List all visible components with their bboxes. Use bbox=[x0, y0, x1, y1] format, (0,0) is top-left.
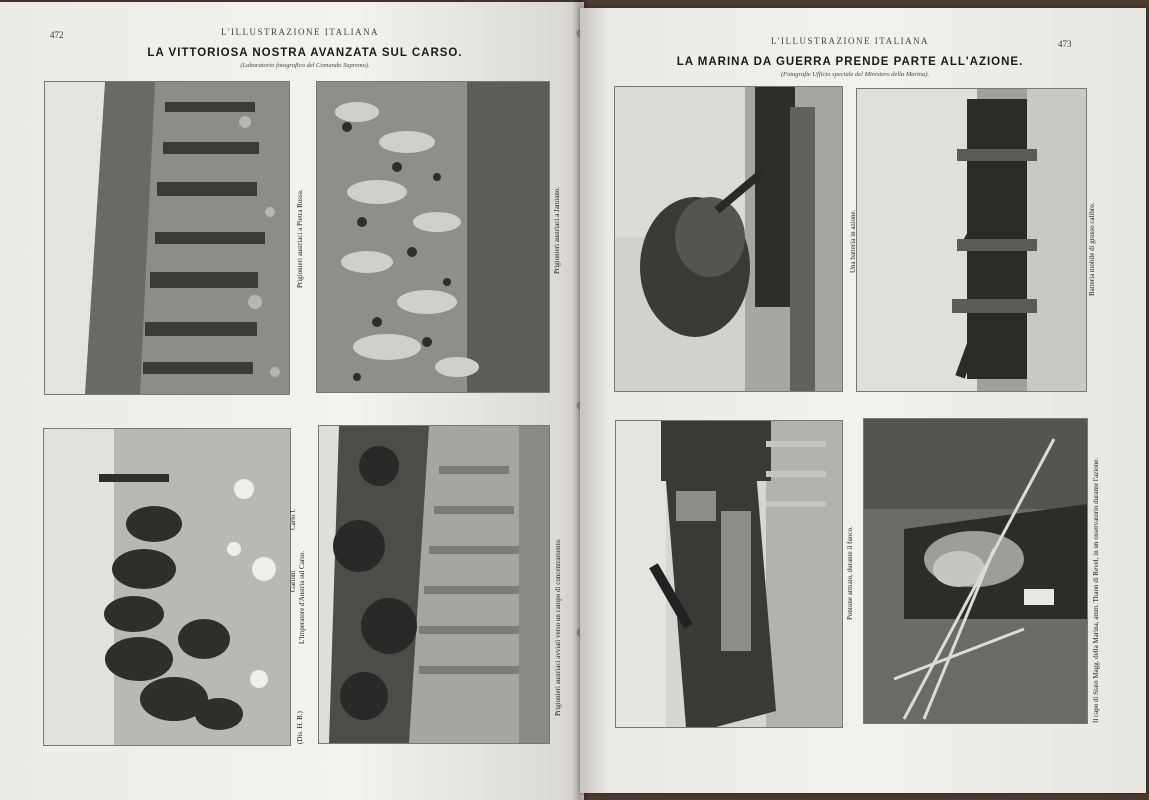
caption-photo3-left-main: L'Imperatore d'Austria sul Carso. bbox=[298, 550, 306, 644]
caption-photo3-left-credit: (Dis. H. B.) bbox=[296, 711, 304, 744]
photo-chief-of-staff-observatory bbox=[863, 418, 1088, 724]
right-running-head: L'ILLUSTRAZIONE ITALIANA bbox=[770, 36, 930, 46]
caption-photo4-left: Prigionieri austriaci avviati verso un campo di concentramento. bbox=[554, 538, 562, 716]
right-page-credit: (Fotografie Ufficio speciale del Ministero della Marina). bbox=[780, 71, 930, 78]
left-page-credit: (Laboratorio fotografico del Comando Supremo). bbox=[240, 62, 370, 69]
caption-photo3-left-name: Carlo I. bbox=[289, 508, 297, 530]
left-page-title: LA VITTORIOSA NOSTRA AVANZATA SUL CARSO. bbox=[147, 47, 463, 59]
photo-prisoners-jamiano bbox=[316, 81, 550, 393]
right-page-title: LA MARINA DA GUERRA PRENDE PARTE ALL'AZIONE. bbox=[676, 56, 1024, 68]
caption-photo2-left: Prigionieri austriaci a Jamiano. bbox=[553, 186, 561, 274]
caption-photo4-right: Il capo di Stato Magg. della Marina, amm. Thaon di Revel, in un osservatorio durante l'azione. bbox=[1092, 457, 1100, 723]
caption-photo1-left: Prigionieri austriaci a Pietra Rossa. bbox=[296, 189, 304, 288]
caption-photo1-right: Una batteria in azione. bbox=[849, 209, 857, 273]
left-page-number: 472 bbox=[50, 30, 64, 40]
caption-photo3-right: Pontone armato, durante il fuoco. bbox=[846, 526, 854, 620]
photo-mobile-heavy-battery bbox=[856, 88, 1087, 392]
photo-prisoners-pietra-rossa bbox=[44, 81, 290, 395]
left-page bbox=[0, 2, 584, 800]
caption-photo3-left-extra: Garioni bbox=[289, 570, 297, 592]
left-running-head: L'ILLUSTRAZIONE ITALIANA bbox=[220, 27, 380, 37]
photo-emperor-austria bbox=[43, 428, 291, 746]
right-page bbox=[580, 8, 1146, 793]
right-page-number: 473 bbox=[1058, 39, 1072, 49]
photo-battery-in-action bbox=[614, 86, 843, 392]
photo-armed-pontoon bbox=[615, 420, 843, 728]
photo-prisoners-camp bbox=[318, 425, 550, 744]
caption-photo2-right: Batteria mobile di grosso calibro. bbox=[1088, 202, 1096, 296]
